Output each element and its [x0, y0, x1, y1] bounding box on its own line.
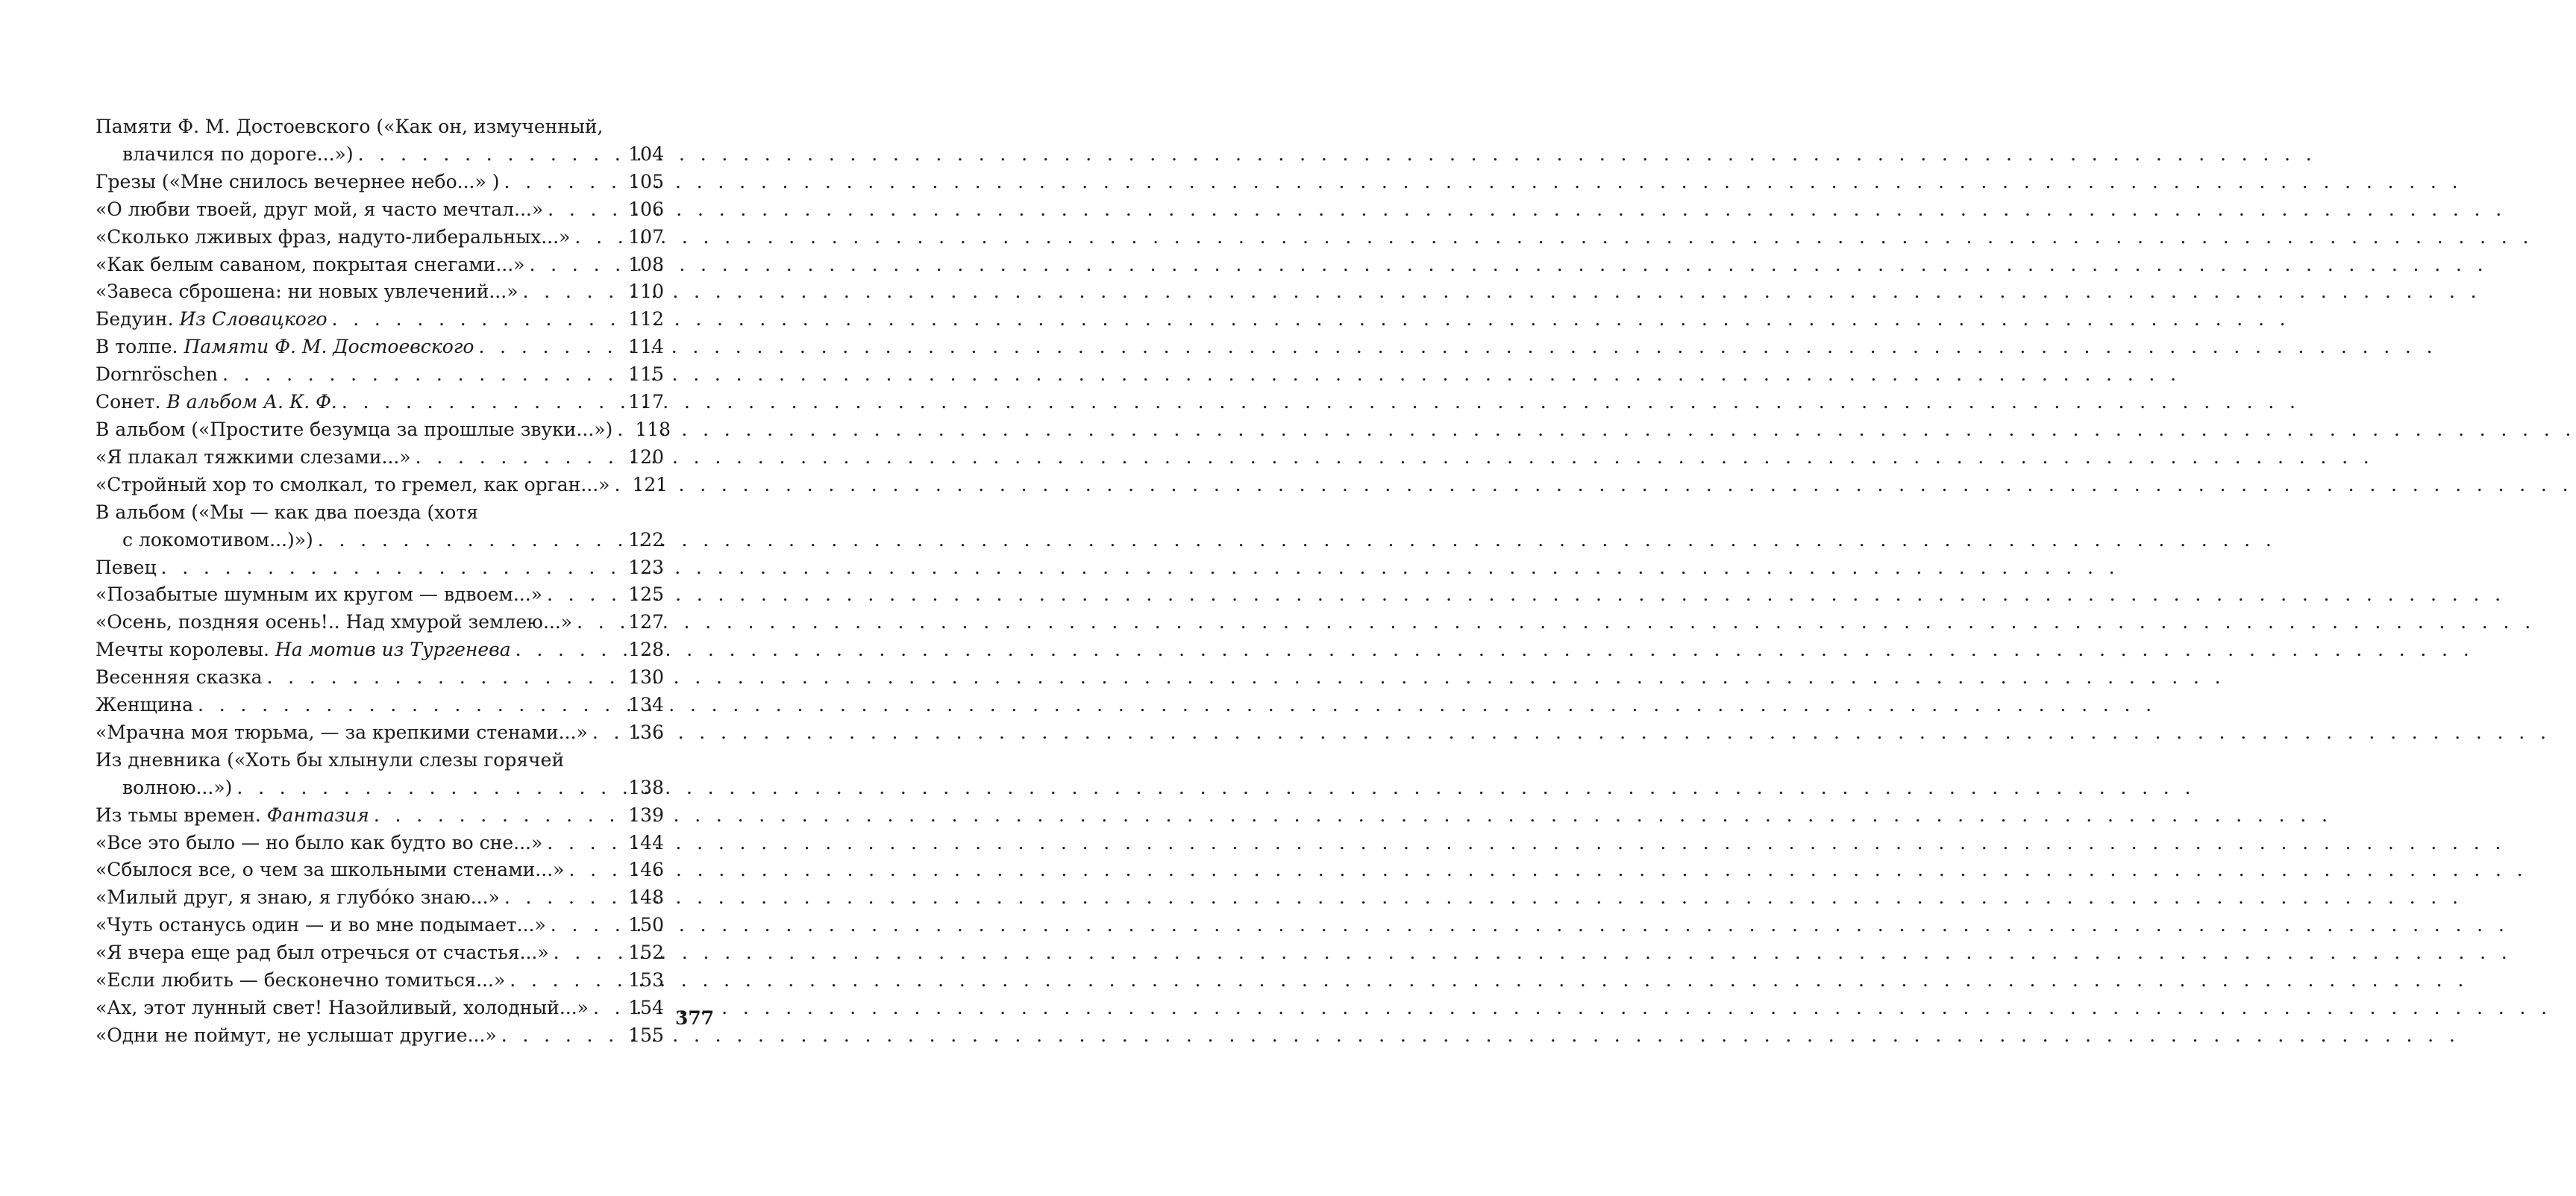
toc-entry-title — [95, 224, 570, 251]
toc-entry-title — [95, 939, 549, 967]
dot-leader — [577, 609, 624, 636]
toc-entry-title-text: Мечты королевы. — [95, 639, 269, 661]
toc-entry-page: 155 — [628, 1024, 664, 1046]
toc-entry-title — [95, 802, 369, 830]
toc-entry-line — [95, 636, 664, 664]
dot-leader — [318, 527, 624, 554]
toc-entry-title — [95, 719, 588, 747]
toc-entry-page: 105 — [628, 170, 664, 192]
toc-entry-subtitle: В альбом А. К. Ф. — [166, 391, 337, 413]
toc-entry-page: 110 — [628, 281, 664, 303]
toc-entry-page: 120 — [628, 445, 664, 468]
toc-entry-page: 108 — [628, 253, 664, 275]
toc-entry-title-text: «Все это было — но было как будто во сне...» — [95, 831, 543, 854]
toc-entry — [95, 554, 664, 582]
toc-entry-page: 127 — [628, 611, 664, 633]
toc-entry-subtitle: Из Словацкого — [179, 308, 328, 331]
toc-entry-title — [95, 692, 193, 719]
toc-entry-title-text: В альбом («Мы — как два поезда (хотя — [95, 501, 478, 523]
toc-entry-title — [95, 884, 500, 912]
toc-entry-line — [95, 416, 671, 444]
toc-entry-title — [122, 141, 354, 169]
toc-entry-line — [95, 389, 664, 416]
toc-entry-title — [122, 774, 232, 802]
toc-entry-line — [95, 912, 664, 939]
toc-entry-subtitle: Памяти Ф. М. Достоевского — [184, 336, 474, 358]
toc-entry-continuation — [95, 141, 664, 169]
toc-entry-continuation — [95, 774, 664, 802]
toc-entry — [95, 609, 664, 636]
toc-entry — [95, 361, 664, 389]
toc-entry-title-text: «Мрачна моя тюрьма, — за крепкими стенами...» — [95, 721, 588, 743]
dot-leader — [510, 967, 624, 995]
dot-leader — [515, 636, 624, 664]
toc-entry-line — [95, 581, 664, 609]
toc-entry-title-text: Из тьмы времен. — [95, 804, 261, 826]
toc-entry-page: 118 — [635, 418, 671, 440]
toc-entry-title — [95, 334, 474, 361]
toc-entry-title-text: «Сколько лживых фраз, надуто-либеральных...» — [95, 225, 571, 248]
toc-entry-title-text: Грезы («Мне снилось вечернее небо...» ) — [95, 170, 500, 192]
toc-entry-title-text: Весенняя сказка — [95, 666, 263, 689]
toc-entry-line — [95, 499, 664, 527]
toc-entry-page: 154 — [628, 997, 664, 1018]
dot-leader — [529, 251, 624, 279]
dot-leader — [358, 141, 624, 169]
toc-entry-page: 107 — [628, 225, 664, 248]
toc-entry — [95, 884, 664, 912]
toc-entry — [95, 581, 664, 609]
toc-entry — [95, 224, 664, 251]
toc-entry-title-text: Сонет. — [95, 391, 161, 413]
toc-entry — [95, 719, 664, 747]
toc-entry-title — [95, 306, 328, 334]
toc-entry-line — [95, 802, 664, 830]
toc-entry-title-text: Бедуин. — [95, 308, 174, 331]
dot-leader — [548, 196, 624, 224]
toc-entry — [95, 444, 664, 472]
toc-entry — [95, 1022, 664, 1050]
toc-entry-title — [95, 554, 157, 582]
toc-entry — [95, 169, 664, 196]
toc-entry-title-text: Из дневника («Хоть бы хлынули слезы горячей — [95, 748, 565, 771]
toc-entry-title — [95, 1022, 497, 1050]
toc-entry-page: 153 — [628, 969, 664, 992]
dot-leader — [504, 169, 624, 196]
toc-entry-title — [95, 995, 589, 1022]
dot-leader — [592, 719, 624, 747]
toc-entry-title-text: «Осень, поздняя осень!.. Над хмурой землею...» — [95, 611, 573, 633]
toc-entry-title-text: «Если любить — бесконечно томиться...» — [95, 969, 506, 992]
dot-leader — [617, 416, 630, 444]
toc-entry-line — [95, 251, 664, 279]
dot-leader — [593, 995, 624, 1022]
dot-leader — [478, 334, 624, 361]
toc-entry — [95, 334, 664, 361]
toc-entry — [95, 747, 664, 802]
toc-entry-page: 152 — [628, 942, 664, 964]
toc-entry-title-text: «О любви твоей, друг мой, я часто мечтал...» — [95, 198, 544, 220]
toc-entry — [95, 113, 664, 169]
toc-entry-title — [95, 636, 511, 664]
dot-leader — [551, 912, 624, 939]
toc-entry-title-text: В толпе. — [95, 336, 178, 358]
toc-entry — [95, 196, 664, 224]
toc-entry — [95, 802, 664, 830]
toc-entry-page: 136 — [628, 721, 664, 743]
toc-entry — [95, 636, 664, 664]
dot-leader — [523, 278, 624, 306]
toc-entry-title-text: волною...») — [122, 776, 233, 798]
toc-entry — [95, 416, 671, 444]
toc-entry-title — [95, 499, 478, 527]
toc-entry — [95, 664, 664, 692]
dot-leader — [222, 361, 624, 389]
toc-entry-line — [95, 1022, 664, 1050]
dot-leader — [547, 581, 624, 609]
toc-entry-title — [95, 581, 542, 609]
toc-entry-title-text: В альбом («Простите безумца за прошлые звуки...») — [95, 418, 613, 440]
toc-entry-page: 115 — [628, 363, 664, 386]
toc-entry-line — [95, 472, 668, 499]
toc-entry-title-text: «Я вчера еще рад был отречься от счастья...» — [95, 942, 549, 964]
toc-entry-line — [95, 884, 664, 912]
dot-leader — [342, 389, 624, 416]
toc-entry-line — [95, 692, 664, 719]
toc-entry-line — [95, 169, 664, 196]
toc-entry-title — [95, 196, 543, 224]
toc-entry-line — [95, 609, 664, 636]
dot-leader — [614, 472, 627, 499]
toc-entry-title — [95, 389, 337, 416]
toc-entry — [95, 857, 664, 884]
dot-leader — [416, 444, 624, 472]
toc-entry — [95, 278, 664, 306]
toc-entry-line — [95, 664, 664, 692]
toc-entry-line — [95, 334, 664, 361]
toc-entry-title-text: влачился по дороге...») — [122, 143, 354, 165]
toc-entry-title-text: «Стройный хор то смолкал, то гремел, как орган...» — [95, 473, 610, 495]
toc-entry-page: 121 — [632, 473, 668, 495]
toc-entry-title — [95, 251, 524, 279]
toc-entry — [95, 967, 664, 995]
toc-entry-title-text: «Завеса сброшена: ни новых увлечений...» — [95, 281, 518, 303]
toc-entry-title — [95, 967, 505, 995]
toc-entry-title-text: «Позабытые шумным их кругом — вдвоем...» — [95, 583, 542, 606]
toc-entry-title-text: Dornröschen — [95, 363, 218, 386]
dot-leader — [547, 830, 624, 857]
toc-entry-line — [95, 196, 664, 224]
dot-leader — [501, 1022, 624, 1050]
toc-entry-page: 123 — [628, 556, 664, 578]
toc-entry-page: 134 — [628, 694, 664, 716]
toc-entry-title — [95, 830, 542, 857]
toc-entry-title — [95, 472, 609, 499]
dot-leader — [374, 802, 624, 830]
toc-entry-title-text: «Ах, этот лунный свет! Назойливый, холодный...» — [95, 997, 589, 1018]
dot-leader — [266, 664, 624, 692]
toc-entry-page: 139 — [628, 804, 664, 826]
toc-entry-title — [95, 664, 262, 692]
dot-leader — [198, 692, 624, 719]
toc-entry-page: 148 — [628, 886, 664, 909]
toc-entry-title — [95, 169, 500, 196]
dot-leader — [574, 224, 624, 251]
toc-entry-page: 117 — [628, 391, 664, 413]
dot-leader — [332, 306, 624, 334]
toc-entry-page: 130 — [628, 666, 664, 689]
toc-entry-line — [95, 967, 664, 995]
toc-entry-page: 146 — [628, 859, 664, 881]
toc-entry-line — [95, 554, 664, 582]
toc-entry-subtitle: На мотив из Тургенева — [275, 639, 511, 661]
toc-entry-title — [95, 444, 411, 472]
table-of-contents — [95, 113, 671, 1050]
toc-entry-title-text: «Милый друг, я знаю, я глубóко знаю...» — [95, 886, 500, 909]
toc-entry-title-text: «Как белым саваном, покрытая снегами...» — [95, 253, 525, 275]
dot-leader — [504, 884, 624, 912]
toc-entry-title-text: Певец — [95, 556, 157, 578]
toc-entry-line — [95, 444, 664, 472]
toc-entry-line — [95, 995, 664, 1022]
toc-entry-page: 106 — [628, 198, 664, 220]
toc-entry-page: 114 — [628, 336, 664, 358]
toc-entry-title — [95, 416, 612, 444]
toc-entry-title — [95, 278, 518, 306]
dot-leader — [554, 939, 624, 967]
toc-entry-page: 125 — [628, 583, 664, 606]
toc-entry-title — [122, 527, 313, 554]
toc-entry-line — [95, 224, 664, 251]
toc-entry-title — [95, 747, 564, 774]
toc-entry-title — [95, 113, 604, 141]
toc-entry-page: 128 — [628, 639, 664, 661]
toc-entry — [95, 472, 668, 499]
toc-entry-continuation — [95, 527, 664, 554]
toc-entry-title-text: Женщина — [95, 694, 194, 716]
toc-entry-line — [95, 306, 664, 334]
toc-entry-page: 112 — [628, 308, 664, 331]
toc-entry-page: 138 — [628, 776, 664, 798]
toc-entry-page: 150 — [628, 914, 664, 936]
toc-entry-line — [95, 278, 664, 306]
dot-leader — [161, 554, 624, 582]
toc-entry-line — [95, 939, 664, 967]
toc-entry-title-text: «Чуть останусь один — и во мне подымает...» — [95, 914, 546, 936]
toc-entry-line — [95, 361, 664, 389]
toc-entry — [95, 995, 664, 1022]
toc-entry — [95, 939, 664, 967]
toc-entry-title-text: «Сбылося все, о чем за школьными стенами...» — [95, 859, 565, 881]
toc-entry-page: 144 — [628, 831, 664, 854]
toc-entry — [95, 389, 664, 416]
toc-entry-title — [95, 361, 218, 389]
toc-entry-title — [95, 857, 564, 884]
toc-entry-title-text: с локомотивом...)») — [122, 528, 313, 551]
toc-entry-line — [95, 747, 664, 774]
toc-entry-title-text: Памяти Ф. М. Достоевского («Как он, измученный, — [95, 116, 604, 137]
toc-entry-title — [95, 609, 572, 636]
toc-entry — [95, 830, 664, 857]
toc-entry-line — [95, 719, 664, 747]
toc-entry — [95, 912, 664, 939]
toc-entry — [95, 251, 664, 279]
dot-leader — [236, 774, 624, 802]
toc-entry-title — [95, 912, 546, 939]
toc-entry-line — [95, 113, 664, 141]
toc-entry — [95, 306, 664, 334]
toc-entry-subtitle: Фантазия — [266, 804, 369, 826]
dot-leader — [568, 857, 624, 884]
toc-entry — [95, 499, 664, 554]
toc-entry-page: 122 — [628, 528, 664, 551]
toc-entry-title-text: «Я плакал тяжкими слезами...» — [95, 445, 411, 468]
toc-entry-page: 104 — [628, 143, 664, 165]
toc-entry-line — [95, 830, 664, 857]
toc-entry — [95, 692, 664, 719]
toc-entry-line — [95, 857, 664, 884]
toc-entry-title-text: «Одни не поймут, не услышат другие...» — [95, 1024, 497, 1046]
page-number: 377 — [675, 1007, 715, 1029]
